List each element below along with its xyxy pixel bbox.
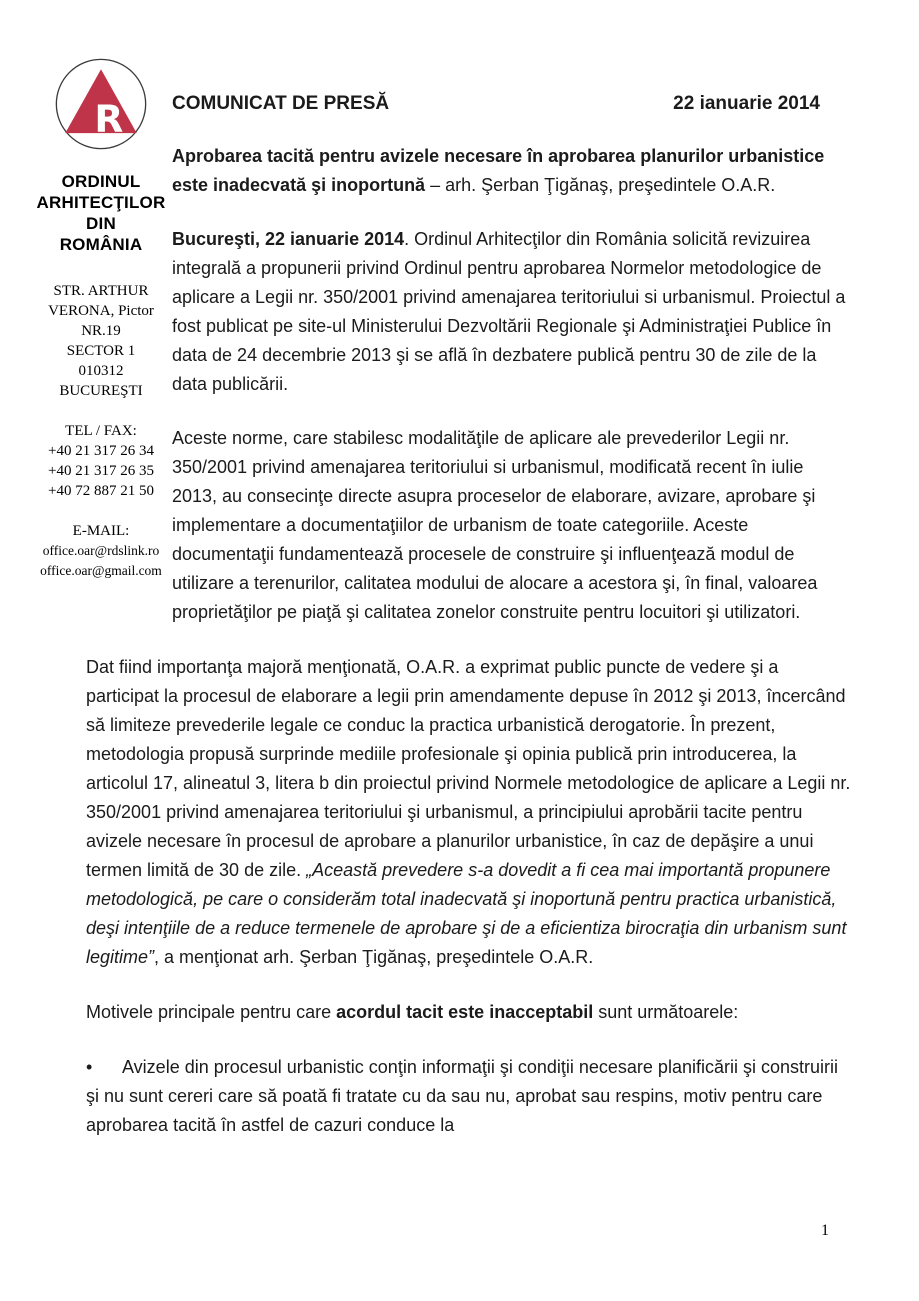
paragraph-dateline: [172, 225, 853, 399]
subtitle-bold-text: Aprobarea tacită pentru avizele necesare în aprobarea planurilor urbanistice este inadecvată şi inoportună: [172, 146, 825, 195]
oar-logo-icon: [54, 57, 148, 151]
email-block: [30, 521, 172, 581]
header-row: [172, 92, 853, 116]
bullet-icon: •: [86, 1057, 93, 1077]
org-name-line: ORDINUL: [61, 172, 141, 191]
paragraph-position: [86, 653, 853, 972]
subtitle-paragraph: [172, 142, 853, 200]
address-line: NR.19: [81, 323, 121, 339]
dateline-bold-text: Bucureşti, 22 ianuarie 2014: [172, 229, 405, 249]
sidebar: [30, 57, 172, 627]
subtitle-attribution: – arh. Şerban Ţigănaş, preşedintele O.A.R.: [425, 175, 776, 195]
address-line: STR. ARTHUR: [53, 283, 149, 299]
phone-number: +40 21 317 26 35: [48, 463, 154, 479]
reasons-intro-tail: sunt următoarele:: [593, 1002, 739, 1022]
org-name-line: DIN: [86, 214, 116, 233]
address-line: 010312: [78, 363, 124, 379]
address-line: BUCUREŞTI: [59, 383, 143, 399]
bullet-text: Avizele din procesul urbanistic conţin informaţii şi condiţii necesare planificării şi construirii şi nu sunt cereri care să poată fi tratate cu da sau nu, aprobat sau respins, motiv pentru care aprobarea tacită în astfel de cazuri conduce la: [86, 1057, 838, 1135]
quote-attribution: , a menţionat arh. Şerban Ţigănaş, preşedintele O.A.R.: [154, 947, 594, 967]
phone-number: +40 21 317 26 34: [48, 443, 154, 459]
address-line: VERONA, Pictor: [48, 303, 154, 319]
main-column: [172, 57, 853, 627]
contact-block: [30, 281, 172, 581]
paragraph-norms: Aceste norme, care stabilesc modalităţile de aplicare ale prevederilor Legii nr. 350/2001 privind amenajarea teritoriului si urbanismul, modificată recent în iulie 2013, au consecinţe directe asupra proceselor de elaborare, avizare, aprobare şi implementare a documentaţiilor de urbanism de toate categoriile. Aceste documentaţii fundamentează procesele de construire şi influenţează modul de utilizare a terenurilor, calitatea modului de alocare a acestora şi, în final, valoarea proprietăţilor pe piaţă şi calitatea zonelor construite pentru locuitori şi utilizatori.: [172, 428, 818, 622]
page-number: 1: [821, 1222, 829, 1239]
address-line: SECTOR 1: [66, 343, 136, 359]
org-name: [30, 171, 172, 255]
reasons-intro-text: Motivele principale pentru care: [86, 1002, 337, 1022]
email-label: E-MAIL:: [72, 523, 130, 539]
document-date: 22 ianuarie 2014: [673, 93, 820, 114]
bullet-item: [86, 1053, 853, 1140]
telfax-label: TEL / FAX:: [65, 423, 137, 439]
street-address: [30, 281, 172, 401]
phone-number: +40 72 887 21 50: [48, 483, 154, 499]
two-column-layout: [0, 0, 919, 627]
document-title: COMUNICAT DE PRESĂ: [172, 93, 390, 114]
paragraph-reasons-intro: [86, 998, 853, 1027]
reasons-bold-text: acordul tacit este inacceptabil: [336, 1002, 594, 1022]
org-name-line: ARHITECŢILOR: [36, 193, 166, 212]
telfax-block: [30, 421, 172, 501]
dateline-body-text: . Ordinul Arhitecţilor din România solicită revizuirea integrală a propunerii privind Ordinul pentru aprobarea Normelor metodologice de aplicare a Legii nr. 350/2001 privind amenajarea teritoriului si urbanismul. Proiectul a fost publicat pe site-ul Ministerului Dezvoltării Regionale şi Administraţiei Publice în data de 24 decembrie 2013 şi se află în dezbatere publică pentru 30 de zile de la data publicării.: [172, 229, 846, 394]
email-address: office.oar@gmail.com: [40, 563, 162, 578]
quote-italic-text: „Această prevedere s-a dovedit a fi cea mai importantă propunere metodologică, pe care o considerăm total inadecvată şi inoportună pentru practica urbanistică, deşi intenţiile de a reduce termenele de aprobare şi de a eficientiza birocraţia din urbanism sunt legitime”: [86, 860, 847, 967]
email-address: office.oar@rdslink.ro: [42, 543, 160, 558]
full-width-section: [86, 653, 853, 1140]
org-name-line: ROMÂNIA: [59, 235, 143, 254]
svg-text:R: R: [94, 97, 124, 142]
position-body-text: Dat fiind importanţa majoră menţionată, O.A.R. a exprimat public puncte de vedere şi a participat la procesul de elaborare a legii prin amendamente depuse în 2012 şi 2013, încercând să limiteze prevederile legale ce conduc la practica urbanistică derogatorie. În prezent, metodologia propusă surprinde mediile profesionale şi opinia publică prin introducerea, la articolul 17, alineatul 3, litera b din proiectul privind Normele metodologice de aplicare a Legii nr. 350/2001 privind amenajarea teritoriului şi urbanismul, a principiului aprobării tacite pentru avizele necesare în procesul de aprobare a planurilor urbanistice, în caz de depăşire a unui termen limită de 30 de zile.: [86, 657, 851, 880]
